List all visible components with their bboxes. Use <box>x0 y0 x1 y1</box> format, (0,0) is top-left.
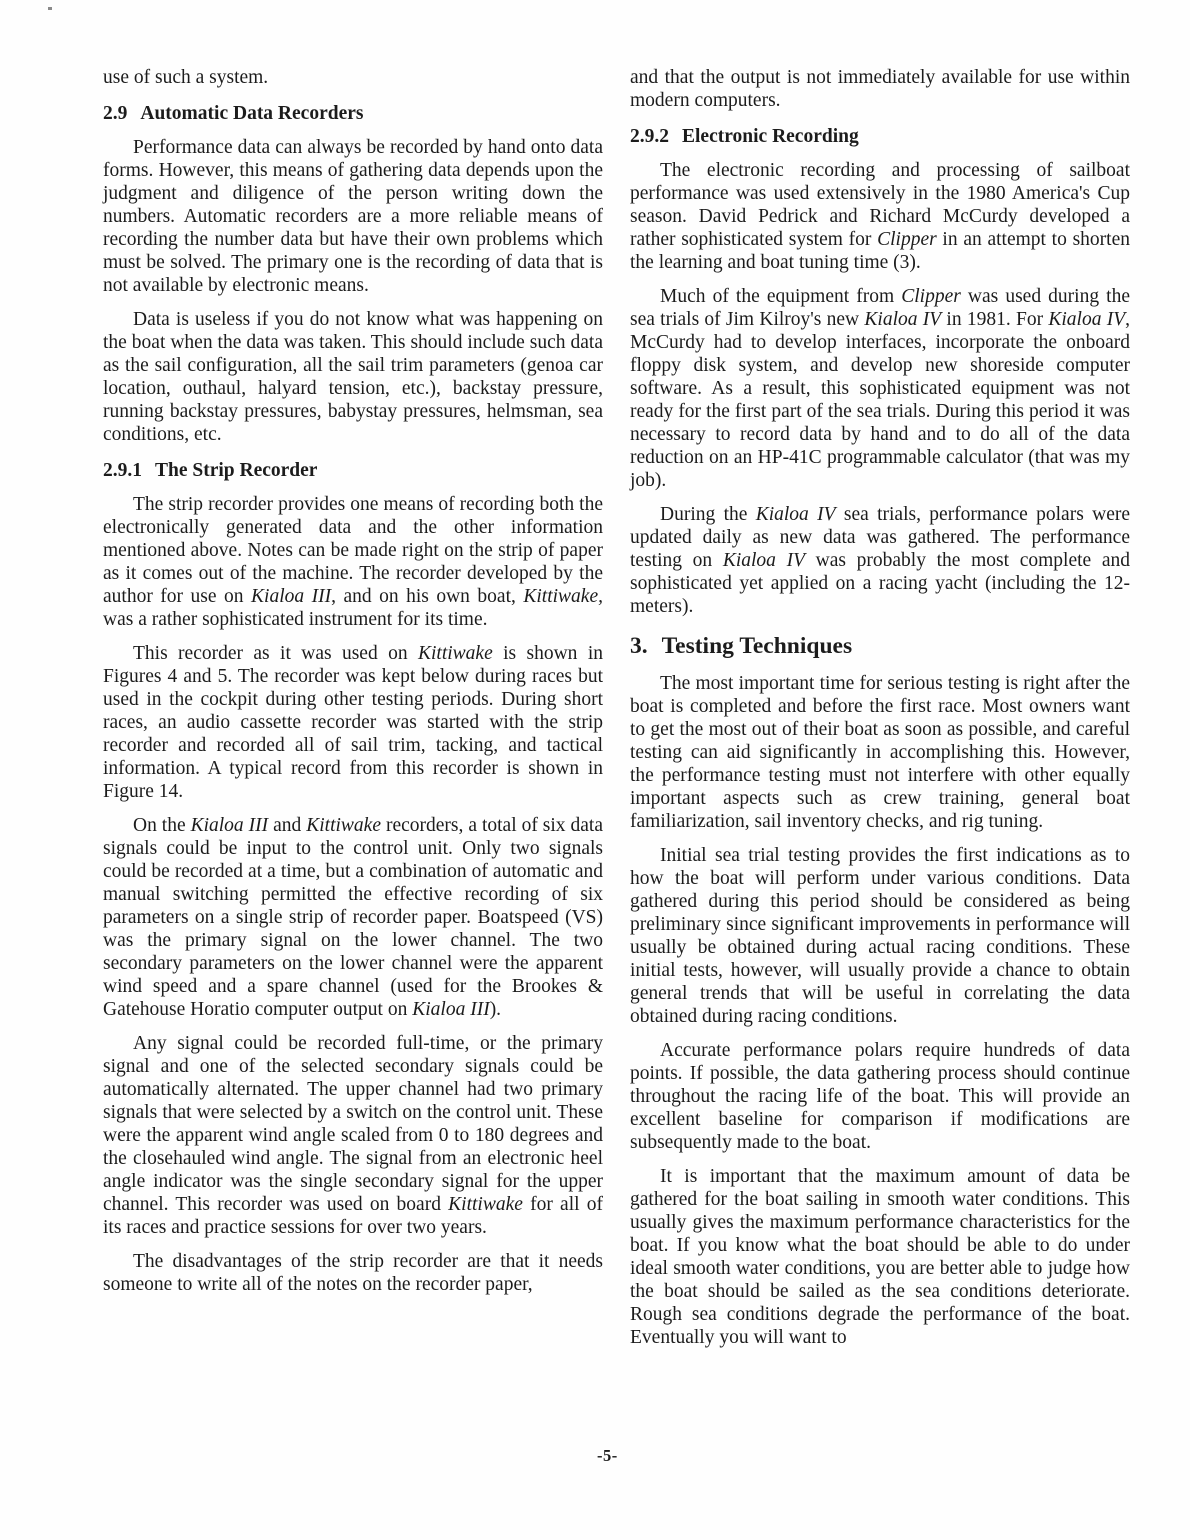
text-run: Data is useless if you do not know what was happening on the boat when the data was taken. This should include such data as the sail configuration, all the sail trim parameters (genoa car location, outhaul, halyard tension, etc.), backstay pressure, running backstay pressures, babystay pressures, helmsman, sea conditions, etc. <box>103 309 603 445</box>
text-run: , and on his own boat, <box>331 586 524 607</box>
text-run: Initial sea trial testing provides the first indications as to how the boat will perform under various conditions. Data gathered during this period should be considered as being preliminary since significant improvements in performance will usually be obtained during actual racing conditions. These initial tests, however, will usually provide a chance to obtain general trends that will be useful in correlating the data obtained during racing conditions. <box>630 845 1130 1027</box>
boat-name-italic: Clipper <box>901 286 961 307</box>
paragraph <box>103 136 603 297</box>
left-column <box>103 66 603 1307</box>
subsection-heading <box>103 102 603 125</box>
text-run: recorders, a total of six data signals could be input to the control unit. Only two signals could be recorded at a time, but a combination of automatic and manual switching permitted the effective recording of six parameters on a single strip of recorder paper. Boatspeed (VS) was the primary signal on the lower channel. The two secondary parameters on the lower channel were the apparent wind speed and a spare channel (used for the Brookes & Gatehouse Horatio computer output on <box>103 815 603 1020</box>
text-run: It is important that the maximum amount of data be gathered for the boat sailing in smooth water conditions. This usually gives the maximum performance characteristics for the boat. If you know what the boat should be able to do under ideal smooth water conditions, you are better able to judge how the boat should be sailed as the sea conditions deteriorate. Rough sea conditions degrade the performance of the boat. Eventually you will want to <box>630 1166 1130 1348</box>
text-run: for all of its races and practice sessions for over two years. <box>103 1194 603 1238</box>
heading-title: Automatic Data Recorders <box>140 103 364 124</box>
heading-number: 2.9 <box>103 103 128 124</box>
boat-name-italic: Kialoa IV <box>722 550 805 571</box>
text-run: The strip recorder provides one means of recording both the electronically generated data and the other information mentioned above. Notes can be made right on the strip of paper as it comes out of the machine. The recorder developed by the author for use on <box>103 494 603 607</box>
text-run: The most important time for serious testing is right after the boat is completed and before the first race. Most owners want to get the most out of their boat as soon as possible, and careful testing can aid significantly in accomplishing this. However, the performance testing must not interfere with other equally important aspects such as crew training, general boat familiarization, sail inventory checks, and rig tuning. <box>630 673 1130 832</box>
section-heading <box>630 633 1130 660</box>
boat-name-italic: Kittiwake <box>306 815 381 836</box>
text-run: ). <box>489 999 502 1020</box>
paragraph <box>103 1250 603 1296</box>
text-run: Any signal could be recorded full-time, or the primary signal and one of the selected secondary signals could be automatically alternated. The upper channel had two primary signals that were selected by a switch on the control unit. These were the apparent wind angle scaled from 0 to 180 degrees and the closehauled wind angle. The signal from an electronic heel angle indicator was the single secondary signal for the upper channel. This recorder was used on board <box>103 1033 603 1215</box>
paragraph-continuation <box>630 66 1130 112</box>
text-run: The disadvantages of the strip recorder are that it needs someone to write all of the notes on the recorder paper, <box>103 1251 603 1295</box>
text-run: in an attempt to shorten the learning and boat tuning time (3). <box>630 229 1130 273</box>
text-run: , McCurdy had to develop interfaces, incorporate the onboard floppy disk system, and develop new shoreside computer software. As a result, this sophisticated equipment was not ready for the first part of the sea trials. During this period it was necessary to record data by hand and to do all of the data reduction on an HP-41C programmable calculator (that was my job). <box>630 309 1131 491</box>
heading-title: Testing Techniques <box>661 633 853 659</box>
right-column <box>630 66 1130 1360</box>
text-run: Performance data can always be recorded by hand onto data forms. However, this means of gathering data depends upon the judgment and diligence of the person writing down the numbers. Automatic recorders are a more reliable means of recording the number data but have their own problems which must be solved. The primary one is the recording of data that is not available by electronic means. <box>103 137 603 296</box>
boat-name-italic: Kialoa IV <box>755 504 836 525</box>
text-run: and <box>268 815 307 836</box>
boat-name-italic: Kialoa III <box>190 815 269 836</box>
paragraph <box>103 493 603 631</box>
paragraph <box>103 642 603 803</box>
paragraph <box>103 1032 603 1239</box>
paragraph <box>103 308 603 446</box>
text-run: Much of the equipment from <box>660 286 902 307</box>
text-run: was used during the sea trials of Jim Kilroy's new <box>630 286 1130 330</box>
text-run: This recorder as it was used on <box>133 643 418 664</box>
text-run: The electronic recording and processing of sailboat performance was used extensively in the 1980 America's Cup season. David Pedrick and Richard McCurdy developed a rather sophisticated system for <box>630 160 1130 250</box>
boat-name-italic: Kittiwake <box>417 643 493 664</box>
text-run: On the <box>133 815 191 836</box>
text-run: is shown in Figures 4 and 5. The recorder was kept below during races but used in the cockpit during other testing periods. During short races, an audio cassette recorder was started with the strip recorder and recorded all of sail trim, tacking, and tactical information. A typical record from this recorder is shown in Figure 14. <box>103 643 603 802</box>
text-run: sea trials, performance polars were updated daily as new data was gathered. The performance testing on <box>630 504 1130 571</box>
heading-number: 2.9.2 <box>630 126 669 147</box>
paragraph <box>103 814 603 1021</box>
paragraph <box>630 1039 1130 1154</box>
scan-artifact-dot <box>48 7 52 10</box>
boat-name-italic: Kialoa III <box>251 586 332 607</box>
subsection-heading <box>103 459 603 482</box>
text-run: use of such a system. <box>103 67 269 88</box>
paragraph <box>630 1165 1130 1349</box>
subsection-heading <box>630 125 1130 148</box>
paragraph <box>630 672 1130 833</box>
boat-name-italic: Kialoa IV <box>864 309 942 330</box>
text-run: was a rather sophisticated instrument for its time. <box>103 609 488 630</box>
heading-number: 3. <box>630 633 648 659</box>
text-run: and that the output is not immediately available for use within modern computers. <box>630 67 1130 111</box>
heading-title: The Strip Recorder <box>155 460 318 481</box>
boat-name-italic: Kittiwake <box>448 1194 523 1215</box>
paragraph <box>630 844 1130 1028</box>
heading-title: Electronic Recording <box>682 126 859 147</box>
boat-name-italic: Kialoa III <box>412 999 490 1020</box>
boat-name-italic: Kittiwake, <box>523 586 603 607</box>
text-run: was probably the most complete and sophisticated yet applied on a racing yacht (including the 12-meters). <box>630 550 1131 617</box>
heading-number: 2.9.1 <box>103 460 142 481</box>
paragraph <box>630 285 1130 492</box>
text-run: Accurate performance polars require hundreds of data points. If possible, the data gathering process should continue throughout the racing life of the boat. This will provide an excellent baseline for comparison if modifications are subsequently made to the boat. <box>630 1040 1130 1153</box>
paragraph <box>630 503 1130 618</box>
paragraph <box>630 159 1130 274</box>
boat-name-italic: Clipper <box>877 229 937 250</box>
boat-name-italic: Kialoa IV <box>1048 309 1126 330</box>
text-run: in 1981. For <box>941 309 1049 330</box>
page-number: -5- <box>597 1446 618 1465</box>
text-run: During the <box>660 504 756 525</box>
paragraph-continuation <box>103 66 603 89</box>
